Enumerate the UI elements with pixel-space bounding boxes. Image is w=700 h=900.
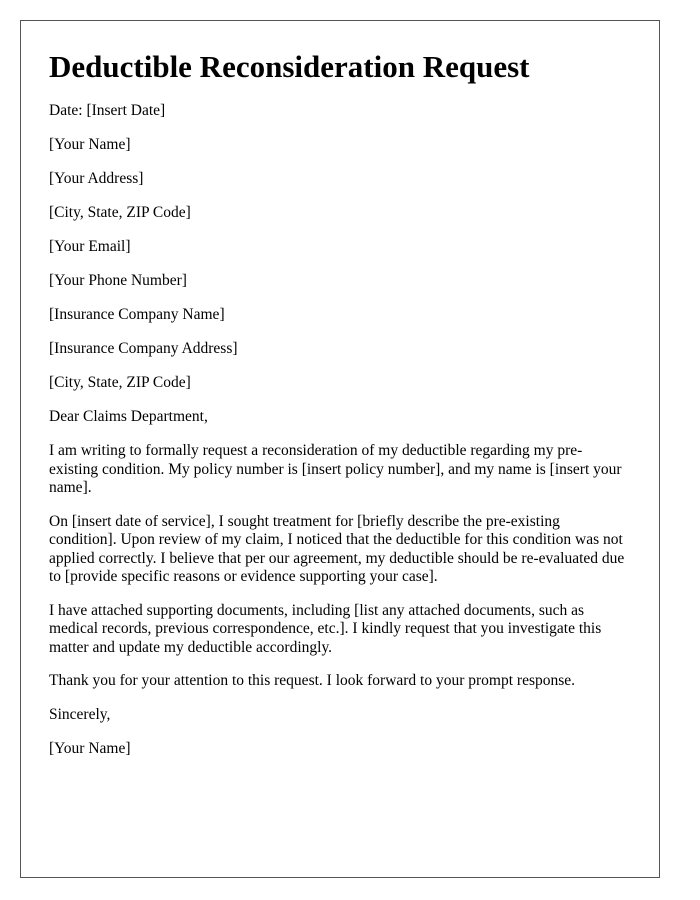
sender-email: [Your Email]: [49, 238, 131, 255]
recipient-company-address: [Insurance Company Address]: [49, 340, 238, 357]
body-paragraph-thanks: Thank you for your attention to this request. I look forward to your prompt response.: [49, 672, 576, 689]
sender-city-state-zip: [City, State, ZIP Code]: [49, 204, 191, 221]
recipient-company-name: [Insurance Company Name]: [49, 306, 225, 323]
body-paragraph-intro: I am writing to formally request a reconsideration of my deductible regarding my pre-existing condition. My policy number is [insert policy number], and my name is [insert your name].: [49, 442, 622, 496]
letter-content: [49, 49, 625, 774]
sender-phone: [Your Phone Number]: [49, 272, 187, 289]
body-paragraph-treatment: On [insert date of service], I sought treatment for [briefly describe the pre-existing condition]. Upon review of my claim, I noticed that the deductible for this condition was not applied correctly. I believe that per our agreement, my deductible should be re-evaluated due to [provide specific reasons or evidence supporting your case].: [49, 512, 625, 585]
recipient-city-state-zip: [City, State, ZIP Code]: [49, 374, 191, 391]
sender-address: [Your Address]: [49, 170, 144, 187]
signature-name: [Your Name]: [49, 739, 131, 757]
letter-title: Deductible Reconsideration Request: [49, 49, 530, 84]
body-paragraph-attachments: I have attached supporting documents, including [list any attached documents, such as medical records, previous correspondence, etc.]. I kindly request that you investigate this matter and update my deductible accordingly.: [49, 601, 602, 656]
closing: Sincerely,: [49, 705, 111, 723]
sender-name: [Your Name]: [49, 136, 131, 153]
salutation: Dear Claims Department,: [49, 408, 208, 425]
letter-page: [20, 20, 660, 878]
date-line: Date: [Insert Date]: [49, 102, 166, 119]
